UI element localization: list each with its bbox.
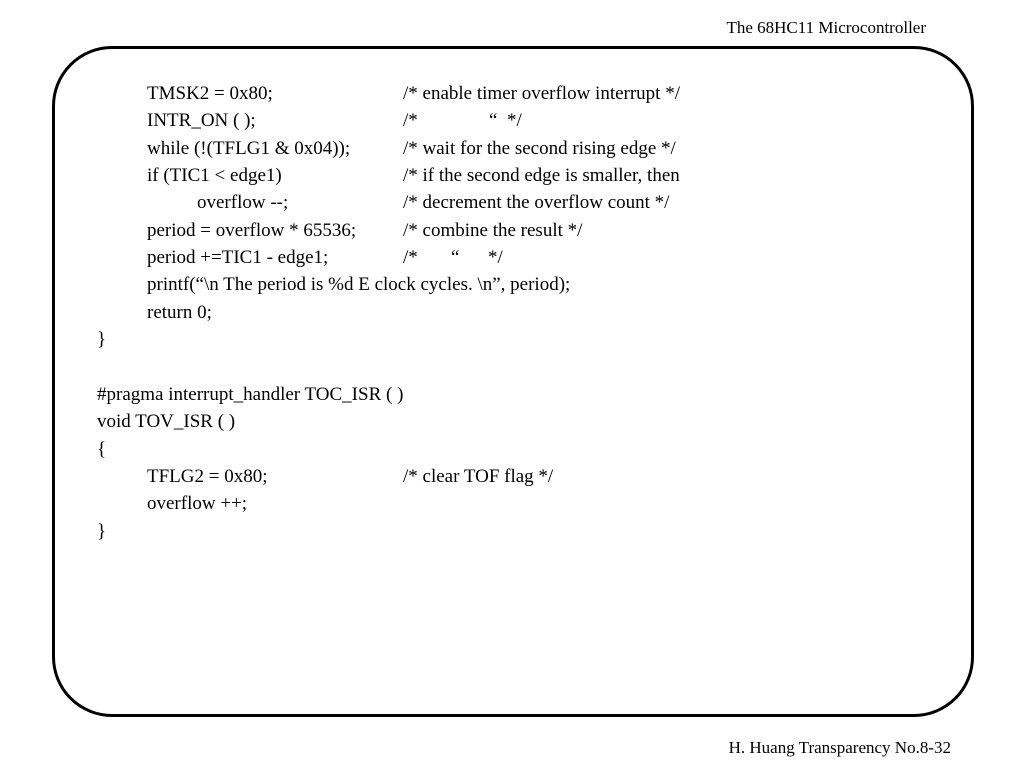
- code-line: [0, 326, 1024, 353]
- code-line: [0, 463, 1024, 490]
- code-statement: printf(“\n The period is %d E clock cycles. \n”, period);: [147, 274, 571, 295]
- code-statement: }: [97, 329, 107, 350]
- code-statement: #pragma interrupt_handler TOC_ISR ( ): [97, 384, 404, 405]
- code-statement: while (!(TFLG1 & 0x04));: [147, 138, 351, 159]
- code-comment: /* “ */: [403, 247, 503, 268]
- header-title: The 68HC11 Microcontroller: [726, 18, 926, 37]
- code-line: [0, 436, 1024, 463]
- code-statement: INTR_ON ( );: [147, 110, 256, 131]
- code-statement: }: [97, 521, 107, 542]
- code-statement: period = overflow * 65536;: [147, 220, 357, 241]
- code-statement: overflow ++;: [147, 493, 248, 514]
- code-line: [0, 518, 1024, 545]
- code-line: [0, 490, 1024, 517]
- code-line: [0, 381, 1024, 408]
- code-line: [0, 408, 1024, 435]
- code-statement: return 0;: [147, 302, 212, 323]
- code-line: [0, 107, 1024, 134]
- code-statement: if (TIC1 < edge1): [147, 165, 282, 186]
- code-line: [0, 217, 1024, 244]
- code-statement: TFLG2 = 0x80;: [147, 466, 268, 487]
- code-line: [0, 299, 1024, 326]
- code-line: [0, 244, 1024, 271]
- code-comment: /* “ */: [403, 110, 522, 131]
- code-comment: /* decrement the overflow count */: [403, 192, 670, 213]
- code-line: [0, 162, 1024, 189]
- code-statement: period +=TIC1 - edge1;: [147, 247, 329, 268]
- code-line: [0, 135, 1024, 162]
- footer-text: H. Huang Transparency No.8-32: [728, 738, 951, 757]
- code-statement: overflow --;: [197, 192, 289, 213]
- code-line: [0, 189, 1024, 216]
- code-comment: /* clear TOF flag */: [403, 466, 554, 487]
- code-comment: /* wait for the second rising edge */: [403, 138, 676, 159]
- code-statement: TMSK2 = 0x80;: [147, 83, 273, 104]
- code-comment: /* if the second edge is smaller, then: [403, 165, 680, 186]
- code-comment: /* enable timer overflow interrupt */: [403, 83, 680, 104]
- code-statement: void TOV_ISR ( ): [97, 411, 236, 432]
- code-statement: {: [97, 439, 107, 460]
- code-comment: /* combine the result */: [403, 220, 583, 241]
- code-line: [0, 80, 1024, 107]
- code-line: [0, 271, 1024, 298]
